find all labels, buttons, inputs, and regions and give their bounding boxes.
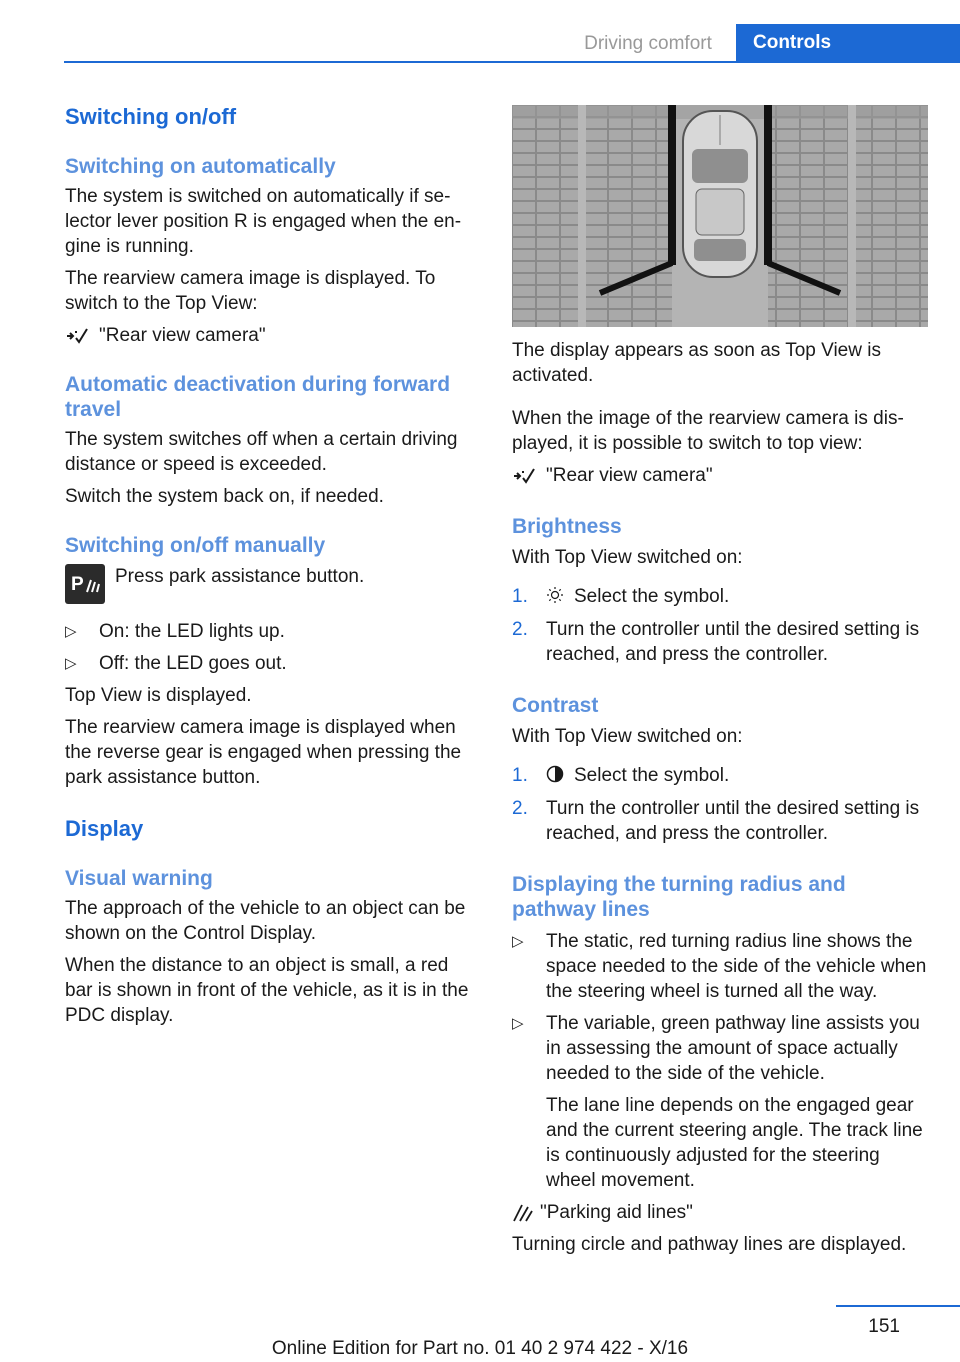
list-item: 1. Select the symbol. xyxy=(512,586,730,607)
para-with-topview-2: With Top View switched on: xyxy=(512,726,743,747)
para-turning-displayed: Turning circle and pathway lines are displayed. xyxy=(512,1234,907,1255)
heading-manual: Switching on/off manually xyxy=(65,534,326,557)
turning-bullets xyxy=(512,929,928,1086)
para-visual-2: When the distance to an object is small, a red bar is shown in front of the vehicle, as it is in the PDC display. xyxy=(65,955,469,1026)
left-column xyxy=(65,100,481,1028)
heading-visual: Visual warning xyxy=(65,867,213,890)
page-header xyxy=(0,0,960,64)
menu-rear-view-label: "Rear view camera" xyxy=(99,325,266,346)
camera-menu-icon xyxy=(512,463,546,488)
chapter-tab: Controls xyxy=(736,24,960,62)
park-button-line xyxy=(65,564,481,604)
led-bullets xyxy=(65,619,481,676)
list-item: ▷ On: the LED lights up. xyxy=(65,621,285,642)
header-rule xyxy=(64,61,960,63)
list-item: ▷ The static, red turning radius line shows the space needed to the side of the vehicle when the steering wheel is turned all the way. xyxy=(512,931,927,1002)
para-auto-on: The system is switched on automatically if selector lever position R is engaged when the engine is running. xyxy=(65,186,462,257)
list-item: 2. Turn the controller until the desired setting is reached, and press the controller. xyxy=(512,619,920,665)
heading-switching: Switching on/off xyxy=(65,104,237,129)
list-item: 1. Select the symbol. xyxy=(512,765,730,786)
heading-auto-on: Switching on automatically xyxy=(65,155,336,178)
para-with-topview-1: With Top View switched on: xyxy=(512,547,743,568)
brightness-steps xyxy=(512,584,928,667)
right-column xyxy=(512,338,928,1257)
heading-brightness: Brightness xyxy=(512,515,622,538)
contrast-icon xyxy=(546,763,574,788)
para-rearview: The rearview camera image is displayed. To switch to the Top View: xyxy=(65,268,436,314)
sun-icon xyxy=(546,584,574,609)
triangle-bullet-icon: ▷ xyxy=(65,655,77,672)
section-title: Driving comfort xyxy=(584,33,712,54)
para-switch-back: Switch the system back on, if needed. xyxy=(65,486,384,507)
footer-rule xyxy=(836,1305,960,1307)
list-item: 2. Turn the controller until the desired setting is reached, and press the controller. xyxy=(512,798,920,844)
park-button-label: Press park assistance button. xyxy=(115,566,365,587)
triangle-bullet-icon: ▷ xyxy=(512,933,524,950)
list-item: ▷ Off: the LED goes out. xyxy=(65,653,287,674)
para-visual-1: The approach of the vehicle to an object can be shown on the Control Display. xyxy=(65,898,466,944)
list-item: ▷ The variable, green pathway line assists you in assessing the amount of space actually needed to the side of the vehicle. xyxy=(512,1013,920,1084)
page-number: 151 xyxy=(868,1316,900,1337)
menu-parking-lines-label: "Parking aid lines" xyxy=(540,1202,693,1223)
menu-rear-view-line-right xyxy=(512,463,928,488)
para-lane-line: The lane line depends on the engaged gear and the current steering angle. The track line is continuously adjusted for the steering wheel movement. xyxy=(546,1095,923,1191)
park-assist-button-icon: P xyxy=(65,564,105,604)
heading-auto-off: Automatic deactivation during forward travel xyxy=(65,373,451,421)
menu-parking-lines-line xyxy=(512,1200,928,1225)
para-auto-off: The system switches off when a certain driving distance or speed is exceeded. xyxy=(65,429,458,475)
menu-rear-view-line xyxy=(65,323,481,348)
parking-lines-icon xyxy=(512,1200,540,1225)
top-view-illustration xyxy=(512,105,928,327)
menu-rear-view-label: "Rear view camera" xyxy=(546,465,713,486)
heading-display: Display xyxy=(65,816,144,841)
triangle-bullet-icon: ▷ xyxy=(512,1015,524,1032)
para-topview-displayed: Top View is displayed. xyxy=(65,685,252,706)
heading-turning: Displaying the turning radius and pathway lines xyxy=(512,873,846,921)
camera-menu-icon xyxy=(65,323,99,348)
para-reverse: The rearview camera image is displayed when the reverse gear is engaged when pressing the park assistance button. xyxy=(65,717,462,788)
para-display-appears: The display appears as soon as Top View is activated. xyxy=(512,340,881,386)
para-when-image: When the image of the rearview camera is displayed, it is possible to switch to top view: xyxy=(512,408,904,454)
heading-contrast: Contrast xyxy=(512,694,599,717)
footer-edition: Online Edition for Part no. 01 40 2 974 422 - X/16 xyxy=(271,1338,689,1359)
triangle-bullet-icon: ▷ xyxy=(65,623,77,640)
contrast-steps xyxy=(512,763,928,846)
